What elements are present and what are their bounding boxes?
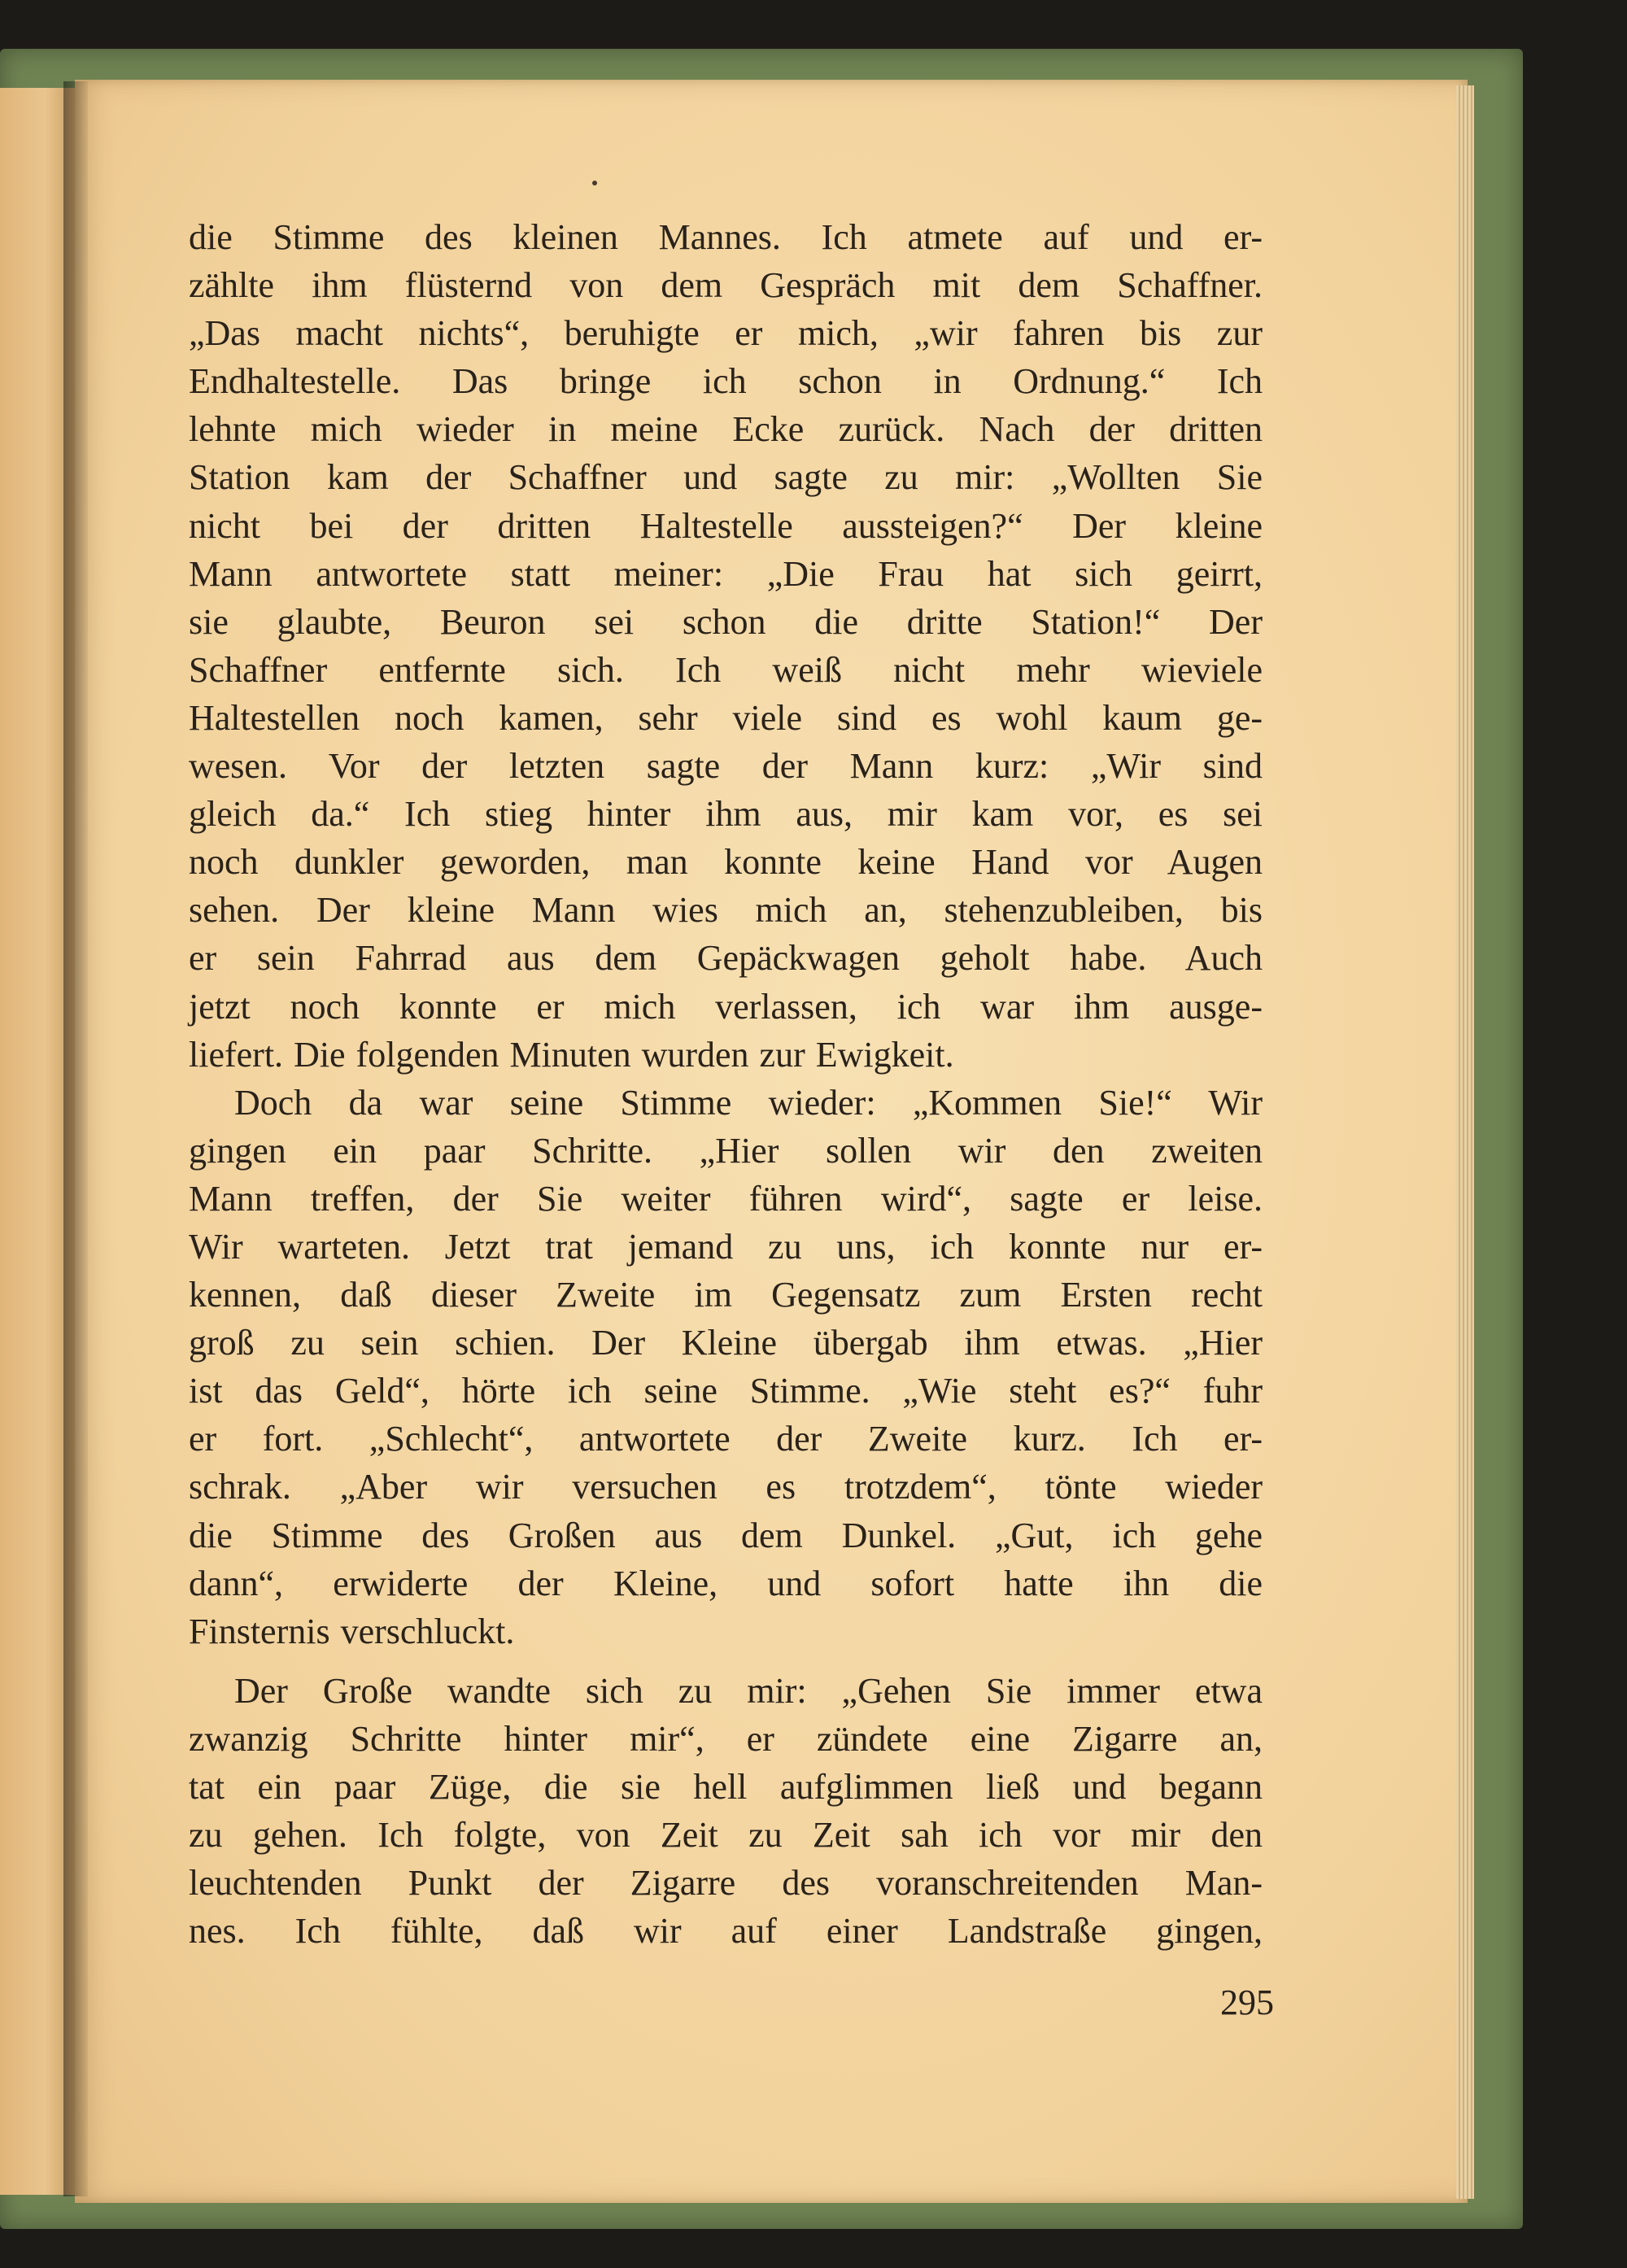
- text-line: Doch da war seine Stimme wieder: „Kommen Sie!“ Wir: [234, 1082, 1263, 1123]
- text-line: gleich da.“ Ich stieg hinter ihm aus, mir kam vor, es sei: [189, 794, 1263, 835]
- text-line: jetzt noch konnte er mich verlassen, ich war ihm ausge-: [189, 986, 1263, 1027]
- text-line: zwanzig Schritte hinter mir“, er zündete eine Zigarre an,: [189, 1718, 1263, 1759]
- page-edges: [1456, 85, 1474, 2199]
- text-line: dann“, erwiderte der Kleine, und sofort hatte ihn die: [189, 1563, 1263, 1603]
- text-line: Mann antwortete statt meiner: „Die Frau hat sich geirrt,: [189, 553, 1263, 594]
- text-line: zählte ihm flüsternd von dem Gespräch mit dem Schaffner.: [189, 265, 1263, 306]
- text-line: er sein Fahrrad aus dem Gepäckwagen geholt habe. Auch: [189, 938, 1263, 979]
- text-line: liefert. Die folgenden Minuten wurden zur Ewigkeit.: [189, 1034, 954, 1075]
- text-line: nicht bei der dritten Haltestelle aussteigen?“ Der kleine: [189, 505, 1263, 546]
- text-line: Station kam der Schaffner und sagte zu mir: „Wollten Sie: [189, 457, 1263, 498]
- page-number: 295: [1220, 1982, 1274, 2022]
- text-line: leuchtenden Punkt der Zigarre des voranschreitenden Man-: [189, 1863, 1263, 1904]
- book-gutter: [63, 81, 88, 2196]
- text-line: Haltestellen noch kamen, sehr viele sind es wohl kaum ge-: [189, 697, 1263, 738]
- text-line: tat ein paar Züge, die sie hell aufglimmen ließ und begann: [189, 1767, 1263, 1807]
- body-text: [189, 213, 1263, 1955]
- text-line: Endhaltestelle. Das bringe ich schon in Ordnung.“ Ich: [189, 361, 1263, 402]
- text-line: Schaffner entfernte sich. Ich weiß nicht mehr wieviele: [189, 649, 1263, 690]
- text-line: er fort. „Schlecht“, antwortete der Zweite kurz. Ich er-: [189, 1419, 1263, 1459]
- text-line: „Das macht nichts“, beruhigte er mich, „wir fahren bis zur: [189, 313, 1263, 354]
- text-line: schrak. „Aber wir versuchen es trotzdem“, tönte wieder: [189, 1467, 1263, 1507]
- text-line: wesen. Vor der letzten sagte der Mann kurz: „Wir sind: [189, 746, 1263, 787]
- text-line: die Stimme des kleinen Mannes. Ich atmete auf und er-: [189, 217, 1263, 257]
- text-line: Der Große wandte sich zu mir: „Gehen Sie immer etwa: [234, 1670, 1263, 1711]
- text-line: lehnte mich wieder in meine Ecke zurück. Nach der dritten: [189, 409, 1263, 450]
- text-line: Finsternis verschluckt.: [189, 1611, 515, 1651]
- text-line: gingen ein paar Schritte. „Hier sollen wir den zweiten: [189, 1130, 1263, 1171]
- text-line: Mann treffen, der Sie weiter führen wird“, sagte er leise.: [189, 1178, 1263, 1219]
- text-line: nes. Ich fühlte, daß wir auf einer Landstraße gingen,: [189, 1911, 1263, 1952]
- text-line: Wir warteten. Jetzt trat jemand zu uns, ich konnte nur er-: [189, 1226, 1263, 1267]
- text-line: die Stimme des Großen aus dem Dunkel. „Gut, ich gehe: [189, 1515, 1263, 1555]
- paper-speck: [592, 181, 597, 185]
- text-line: groß zu sein schien. Der Kleine übergab ihm etwas. „Hier: [189, 1323, 1263, 1363]
- text-line: zu gehen. Ich folgte, von Zeit zu Zeit sah ich vor mir den: [189, 1815, 1263, 1856]
- text-line: ist das Geld“, hörte ich seine Stimme. „Wie steht es?“ fuhr: [189, 1371, 1263, 1411]
- text-line: noch dunkler geworden, man konnte keine Hand vor Augen: [189, 842, 1263, 883]
- text-line: sie glaubte, Beuron sei schon die dritte Station!“ Der: [189, 601, 1263, 642]
- text-line: kennen, daß dieser Zweite im Gegensatz zum Ersten recht: [189, 1275, 1263, 1315]
- text-line: sehen. Der kleine Mann wies mich an, stehenzubleiben, bis: [189, 890, 1263, 931]
